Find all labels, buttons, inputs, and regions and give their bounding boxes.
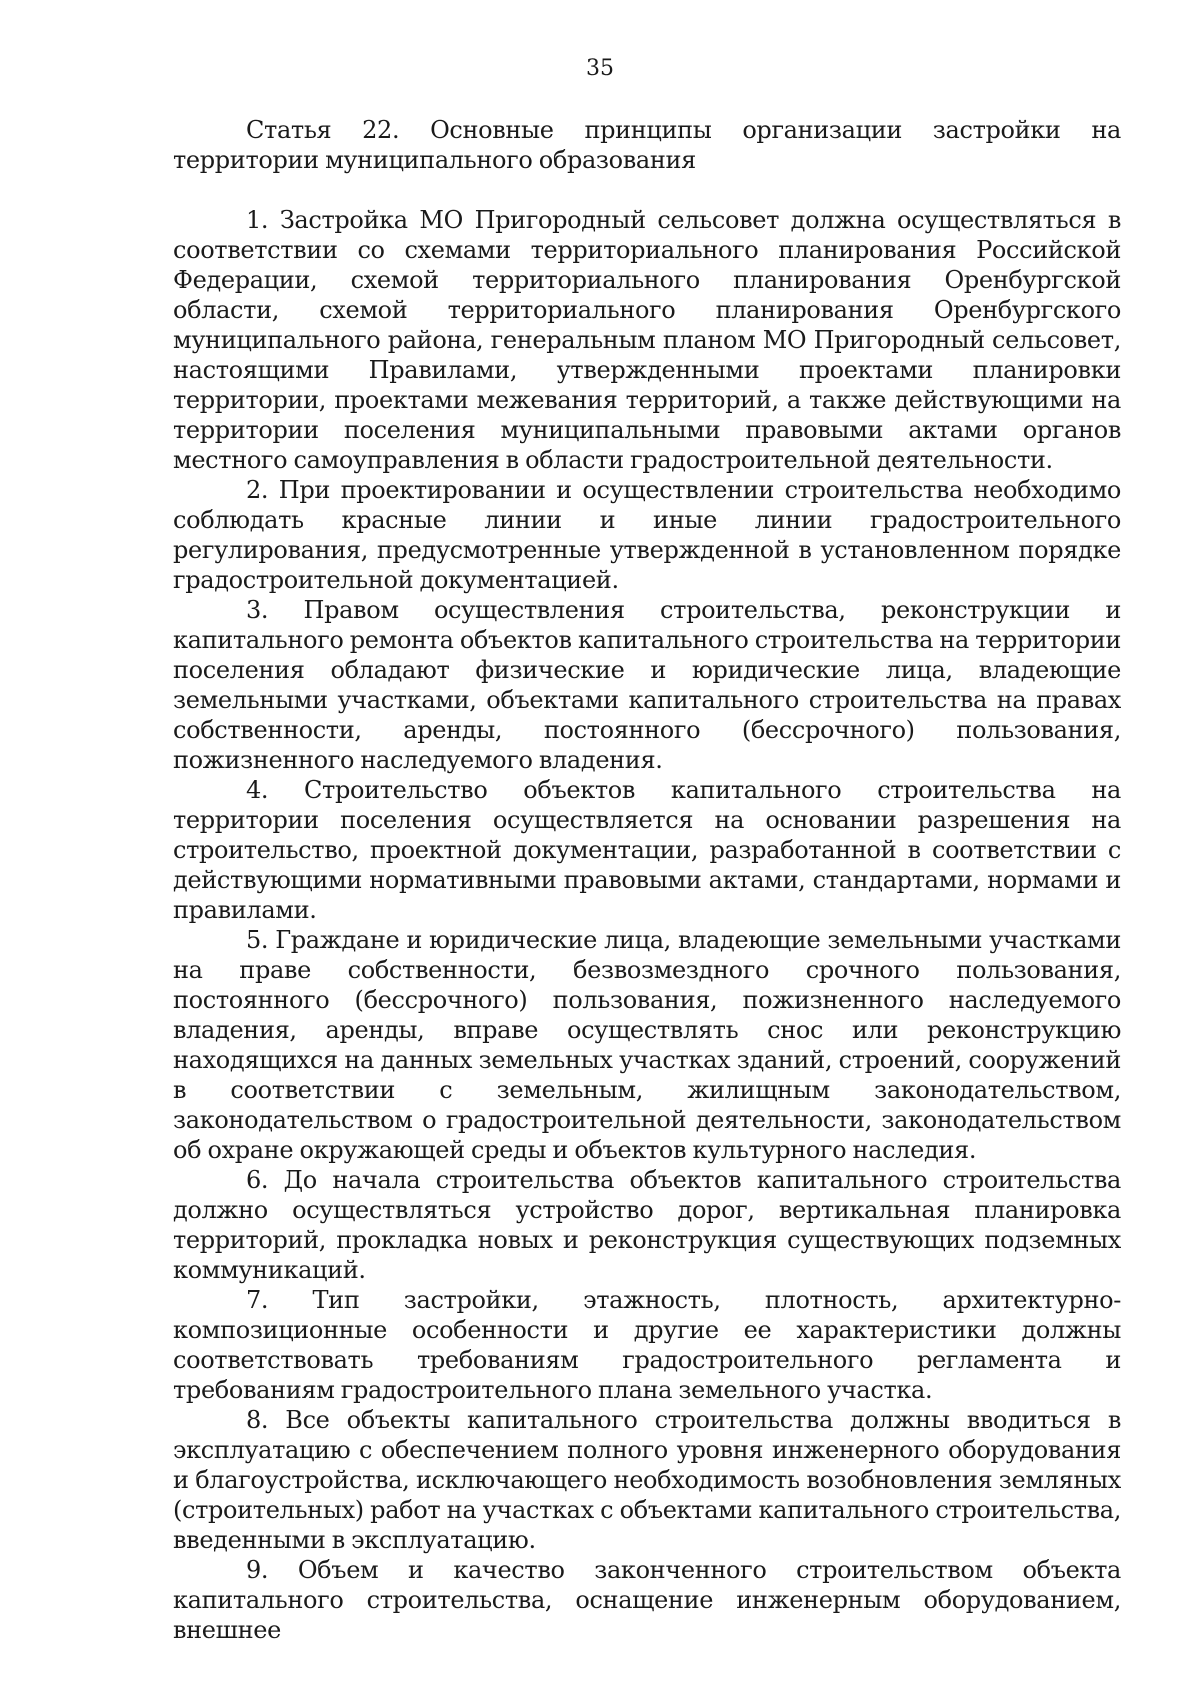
paragraph-3: 3. Правом осуществления строительства, реконструкции и капитального ремонта объектов капитального строительства на территории поселения обладают физические и юридические лица, владеющие земельными участками, объектами капитального строительства на правах собственности, аренды, постоянного (бессрочного) пользования, пожизненного наследуемого владения.: [173, 596, 1121, 774]
document-body: [173, 115, 1121, 1645]
paragraph-4: 4. Строительство объектов капитального строительства на территории поселения осуществляется на основании разрешения на строительство, проектной документации, разработанной в соответствии с действующими нормативными правовыми актами, стандартами, нормами и правилами.: [173, 776, 1121, 924]
paragraph-6: 6. До начала строительства объектов капитального строительства должно осуществляться устройство дорог, вертикальная планировка территорий, прокладка новых и реконструкция существующих подземных коммуникаций.: [173, 1166, 1121, 1284]
paragraph-1: 1. Застройка МО Пригородный сельсовет должна осуществляться в соответствии со схемами территориального планирования Российской Федерации, схемой территориального планирования Оренбургской области, схемой территориального планирования Оренбургского муниципального района, генеральным планом МО Пригородный сельсовет, настоящими Правилами, утвержденными проектами планировки территории, проектами межевания территорий, а также действующими на территории поселения муниципальными правовыми актами органов местного самоуправления в области градостроительной деятельности.: [173, 206, 1121, 474]
paragraph-7: 7. Тип застройки, этажность, плотность, архитектурно-композиционные особенности и другие ее характеристики должны соответствовать требованиям градостроительного регламента и требованиям градостроительного плана земельного участка.: [173, 1286, 1121, 1404]
article-heading: Статья 22. Основные принципы организации застройки на территории муниципального образования: [173, 116, 1121, 174]
paragraph-8: 8. Все объекты капитального строительства должны вводиться в эксплуатацию с обеспечением полного уровня инженерного оборудования и благоустройства, исключающего необходимость возобновления земляных (строительных) работ на участках с объектами капитального строительства, введенными в эксплуатацию.: [173, 1406, 1121, 1554]
page-number: 35: [586, 56, 614, 81]
paragraph-2: 2. При проектировании и осуществлении строительства необходимо соблюдать красные линии и иные линии градостроительного регулирования, предусмотренные утвержденной в установленном порядке градостроительной документацией.: [173, 476, 1121, 594]
paragraph-9: 9. Объем и качество законченного строительством объекта капитального строительства, оснащение инженерным оборудованием, внешнее: [173, 1556, 1121, 1644]
paragraph-5: 5. Граждане и юридические лица, владеющие земельными участками на праве собственности, безвозмездного срочного пользования, постоянного (бессрочного) пользования, пожизненного наследуемого владения, аренды, вправе осуществлять снос или реконструкцию находящихся на данных земельных участках зданий, строений, сооружений в соответствии с земельным, жилищным законодательством, законодательством о градостроительной деятельности, законодательством об охране окружающей среды и объектов культурного наследия.: [173, 926, 1121, 1164]
